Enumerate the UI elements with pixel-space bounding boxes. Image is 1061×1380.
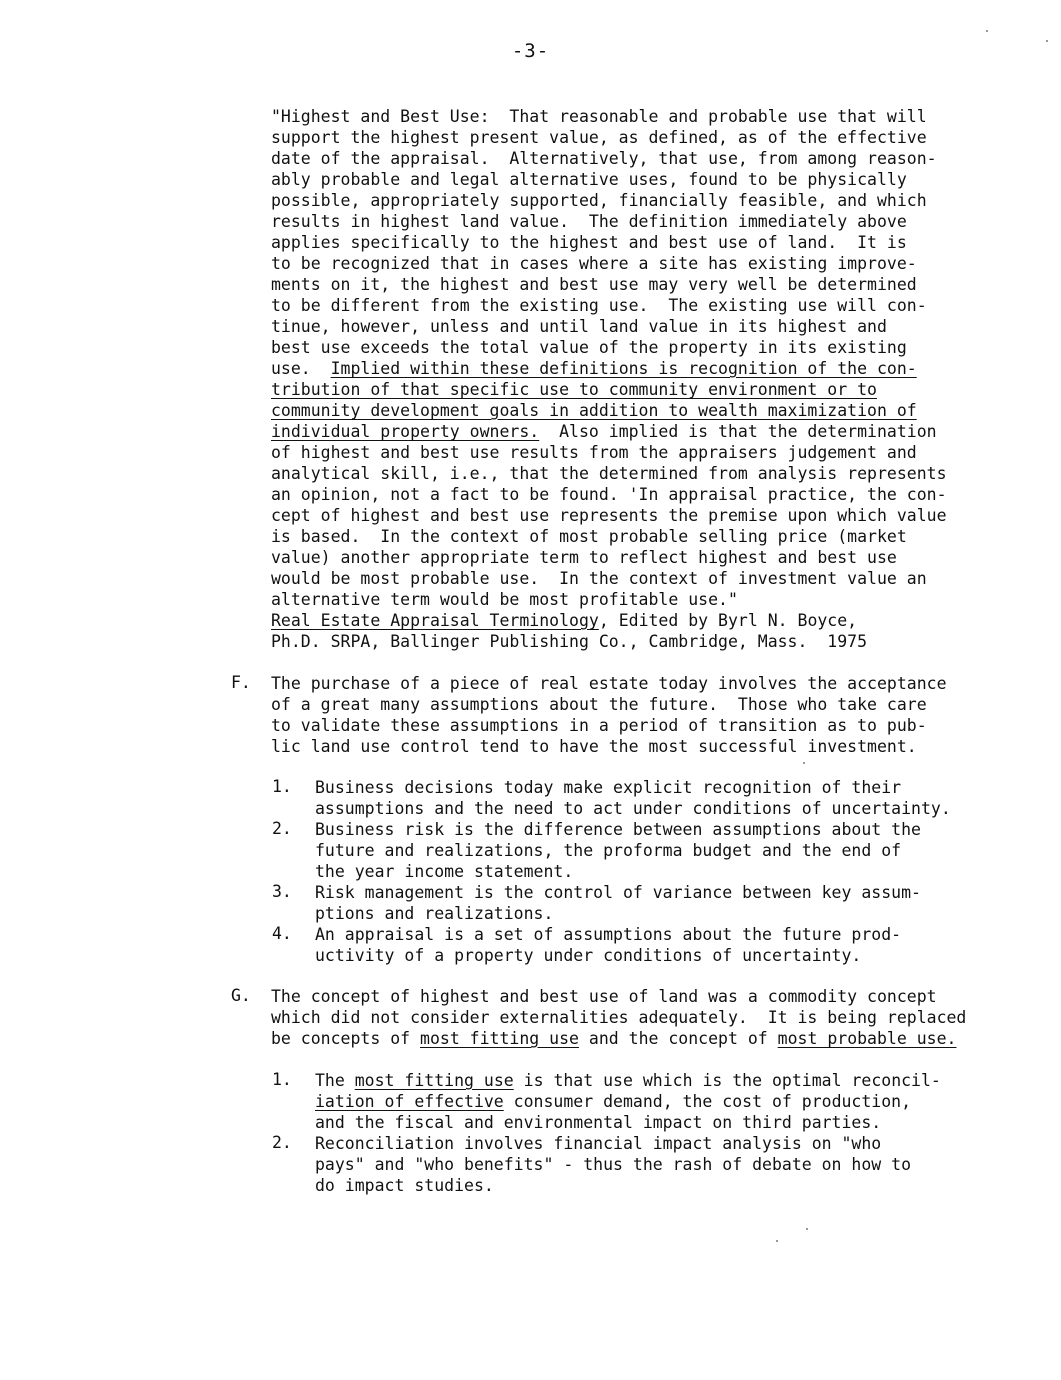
quote-line: "Highest and Best Use: That reasonable and probable use that will [271,107,927,126]
list-item-line [315,1091,1015,1112]
quote-line: possible, appropriately supported, financially feasible, and which [271,191,927,210]
quote-line: results in highest land value. The definition immediately above [271,212,907,231]
list-item [315,1133,1015,1196]
quote-line: support the highest present value, as defined, as of the effective [271,128,927,147]
paragraph-text: and the concept of [578,1029,778,1048]
list-number: 2. [272,1133,292,1152]
list-item-line: Business risk is the difference between assumptions about the [315,820,921,839]
quote-line: best use exceeds the total value of the property in its existing [271,338,907,357]
quote-line: ments on it, the highest and best use may very well be determined [271,275,917,294]
quote-line [271,400,1016,421]
citation-text: , Edited by Byrl N. Boyce, [598,611,858,630]
list-number: 4. [272,924,292,943]
quote-line: to be different from the existing use. The existing use will con- [271,296,927,315]
list-item-line: Business decisions today make explicit recognition of their [315,778,902,797]
list-item-line: Risk management is the control of variance between key assum- [315,883,921,902]
list-item-line: An appraisal is a set of assumptions about the future prod- [315,925,902,944]
list-number: 1. [272,1070,292,1089]
list-item-line: the year income statement. [315,862,574,881]
paragraph-line [271,1028,1016,1049]
list-item-text: consumer demand, the cost of production, [503,1092,912,1111]
list-number: 1. [272,777,292,796]
list-item [315,819,1015,882]
underlined-text: most probable use. [777,1029,957,1048]
quote-line: to be recognized that in cases where a site has existing improve- [271,254,917,273]
quote-line: is based. In the context of most probable selling price (market [271,527,907,546]
scan-speck [806,1228,808,1230]
citation: Ph.D. SRPA, Ballinger Publishing Co., Cambridge, Mass. 1975 [271,632,868,651]
quote-text: Also implied is that the determination [539,422,937,441]
underlined-text: individual property owners. [271,422,540,441]
section-marker: G. [231,986,251,1005]
quote-text: use. [271,359,331,378]
paragraph-line: The concept of highest and best use of land was a commodity concept [271,987,937,1006]
underlined-text: Implied within these definitions is recognition of the con- [330,359,917,378]
quote-line: alternative term would be most profitable use." [271,590,738,609]
scan-speck [803,762,805,764]
list-item-line: pays" and "who benefits" - thus the rash of debate on how to [315,1155,912,1174]
quote-line: value) another appropriate term to reflect highest and best use [271,548,897,567]
paragraph-line: lic land use control tend to have the most successful investment. [271,737,917,756]
quote-line: an opinion, not a fact to be found. 'In appraisal practice, the con- [271,485,947,504]
list-item-text: is that use which is the optimal reconcil- [513,1071,941,1090]
list-item [315,777,1015,819]
quote-line: of highest and best use results from the appraisers judgement and [271,443,917,462]
list-item [315,1070,1015,1133]
quote-line: ably probable and legal alternative uses, found to be physically [271,170,907,189]
quote-line: applies specifically to the highest and best use of land. It is [271,233,907,252]
paragraph-line: of a great many assumptions about the future. Those who take care [271,695,927,714]
list-item-line [315,1070,1015,1091]
list-number: 2. [272,819,292,838]
quote-line: analytical skill, i.e., that the determined from analysis represents [271,464,947,483]
section-f-paragraph [271,673,1016,757]
list-item-line: future and realizations, the proforma budget and the end of [315,841,902,860]
paragraph-line: The purchase of a piece of real estate today involves the acceptance [271,674,947,693]
underlined-text: community development goals in addition to wealth maximization of [271,401,917,420]
list-number: 3. [272,882,292,901]
list-item [315,882,1015,924]
section-g-paragraph [271,986,1016,1049]
list-item-line: do impact studies. [315,1176,494,1195]
page-number: -3- [511,40,550,62]
list-item-line: Reconciliation involves financial impact analysis on "who [315,1134,882,1153]
quote-line [271,358,1016,379]
underlined-text: tribution of that specific use to community environment or to [271,380,877,399]
scan-speck [1046,40,1048,42]
list-item-line: and the fiscal and environmental impact on third parties. [315,1113,882,1132]
scan-speck [986,30,988,32]
quote-line [271,379,1016,400]
underlined-text: most fitting use [420,1029,579,1048]
list-item [315,924,1015,966]
scan-speck [776,1240,778,1242]
underlined-text: iation of effective [315,1092,504,1111]
quote-block [271,106,1016,652]
citation [271,610,1016,631]
paragraph-text: be concepts of [271,1029,421,1048]
quote-line [271,421,1016,442]
list-item-line: ptions and realizations. [315,904,554,923]
paragraph-line: to validate these assumptions in a period of transition as to pub- [271,716,927,735]
underlined-text: most fitting use [354,1071,514,1090]
quote-line: tinue, however, unless and until land value in its highest and [271,317,887,336]
list-item-line: uctivity of a property under conditions of uncertainty. [315,946,862,965]
list-item-text: The [315,1071,355,1090]
citation-title: Real Estate Appraisal Terminology [271,611,599,630]
quote-line: cept of highest and best use represents the premise upon which value [271,506,947,525]
paragraph-line: which did not consider externalities adequately. It is being replaced [271,1008,967,1027]
quote-line: would be most probable use. In the context of investment value an [271,569,927,588]
list-item-line: assumptions and the need to act under conditions of uncertainty. [315,799,951,818]
section-marker: F. [231,673,251,692]
quote-line: date of the appraisal. Alternatively, that use, from among reason- [271,149,937,168]
